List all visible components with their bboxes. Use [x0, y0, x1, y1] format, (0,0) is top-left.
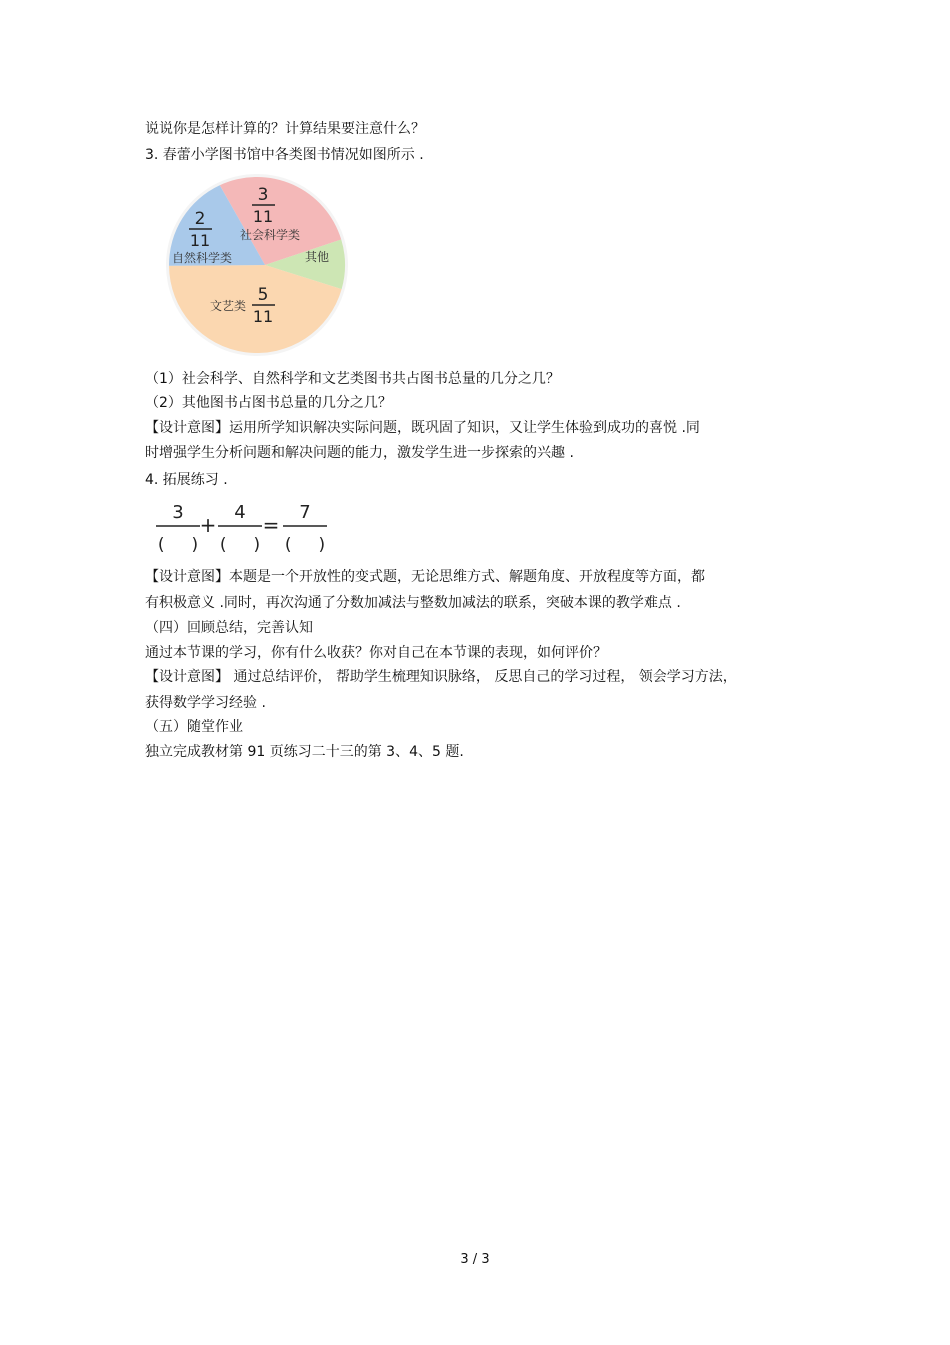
denominator-blank-3: ( ) [284, 535, 326, 555]
section-5-heading: （五）随堂作业 [145, 719, 243, 735]
pie-label-denominator: 11 [189, 231, 211, 250]
pie-label-denominator: 11 [252, 307, 274, 326]
pie-label-natural-science: 自然科学类 [171, 251, 233, 265]
numerator-1: 3 [172, 502, 184, 523]
book-category-pie-chart [160, 172, 360, 362]
fraction-equation [150, 500, 340, 558]
numerator-2: 4 [234, 502, 246, 523]
question-2: （2）其他图书占图书总量的几分之几？ [145, 395, 392, 411]
pie-label-numerator: 3 [257, 185, 269, 205]
design-intent-2-line-1: 【设计意图】本题是一个开放性的变式题，无论思维方式、解题角度、开放程度等方面，都 [145, 569, 705, 585]
problem-3-title: 3. 春蕾小学图书馆中各类图书情况如图所示 . [145, 147, 424, 163]
pie-label-social-science: 社会科学类 [239, 228, 301, 242]
page-number: 3 / 3 [460, 1252, 490, 1267]
pie-label-numerator: 2 [194, 209, 206, 229]
design-intent-2-line-2: 有积极意义 .同时，再次沟通了分数加减法与整数加减法的联系，突破本课的教学难点 . [145, 595, 681, 611]
question-1: （1）社会科学、自然科学和文艺类图书共占图书总量的几分之几？ [145, 371, 560, 387]
pie-label-numerator: 5 [257, 285, 269, 305]
design-intent-1-line-2: 时增强学生分析问题和解决问题的能力，激发学生进一步探索的兴趣 . [145, 445, 574, 461]
design-intent-3-line-1: 【设计意图】 通过总结评价， 帮助学生梳理知识脉络， 反思自己的学习过程， 领会学习方法， [145, 669, 737, 685]
pie-label-literature: 文艺类 [209, 299, 247, 313]
section-5-text: 独立完成教材第 91 页练习二十三的第 3、4、5 题. [145, 744, 464, 760]
section-4-text: 通过本节课的学习，你有什么收获？你对自己在本节课的表现，如何评价？ [145, 645, 607, 661]
problem-4-title: 4. 拓展练习 . [145, 472, 228, 488]
section-4-heading: （四）回顾总结，完善认知 [145, 620, 313, 636]
design-intent-3-line-2: 获得数学学习经验 . [145, 695, 266, 711]
pie-label-denominator: 11 [252, 207, 274, 226]
denominator-blank-2: ( ) [219, 535, 261, 555]
numerator-3: 7 [299, 502, 311, 523]
denominator-blank-1: ( ) [157, 535, 199, 555]
design-intent-1-line-1: 【设计意图】运用所学知识解决实际问题，既巩固了知识，又让学生体验到成功的喜悦 .同 [145, 420, 700, 436]
pie-label-other: 其他 [304, 250, 330, 264]
equals-sign: = [262, 513, 280, 537]
plus-sign: + [199, 513, 217, 537]
text-line-question: 说说你是怎样计算的？计算结果要注意什么？ [145, 121, 425, 137]
